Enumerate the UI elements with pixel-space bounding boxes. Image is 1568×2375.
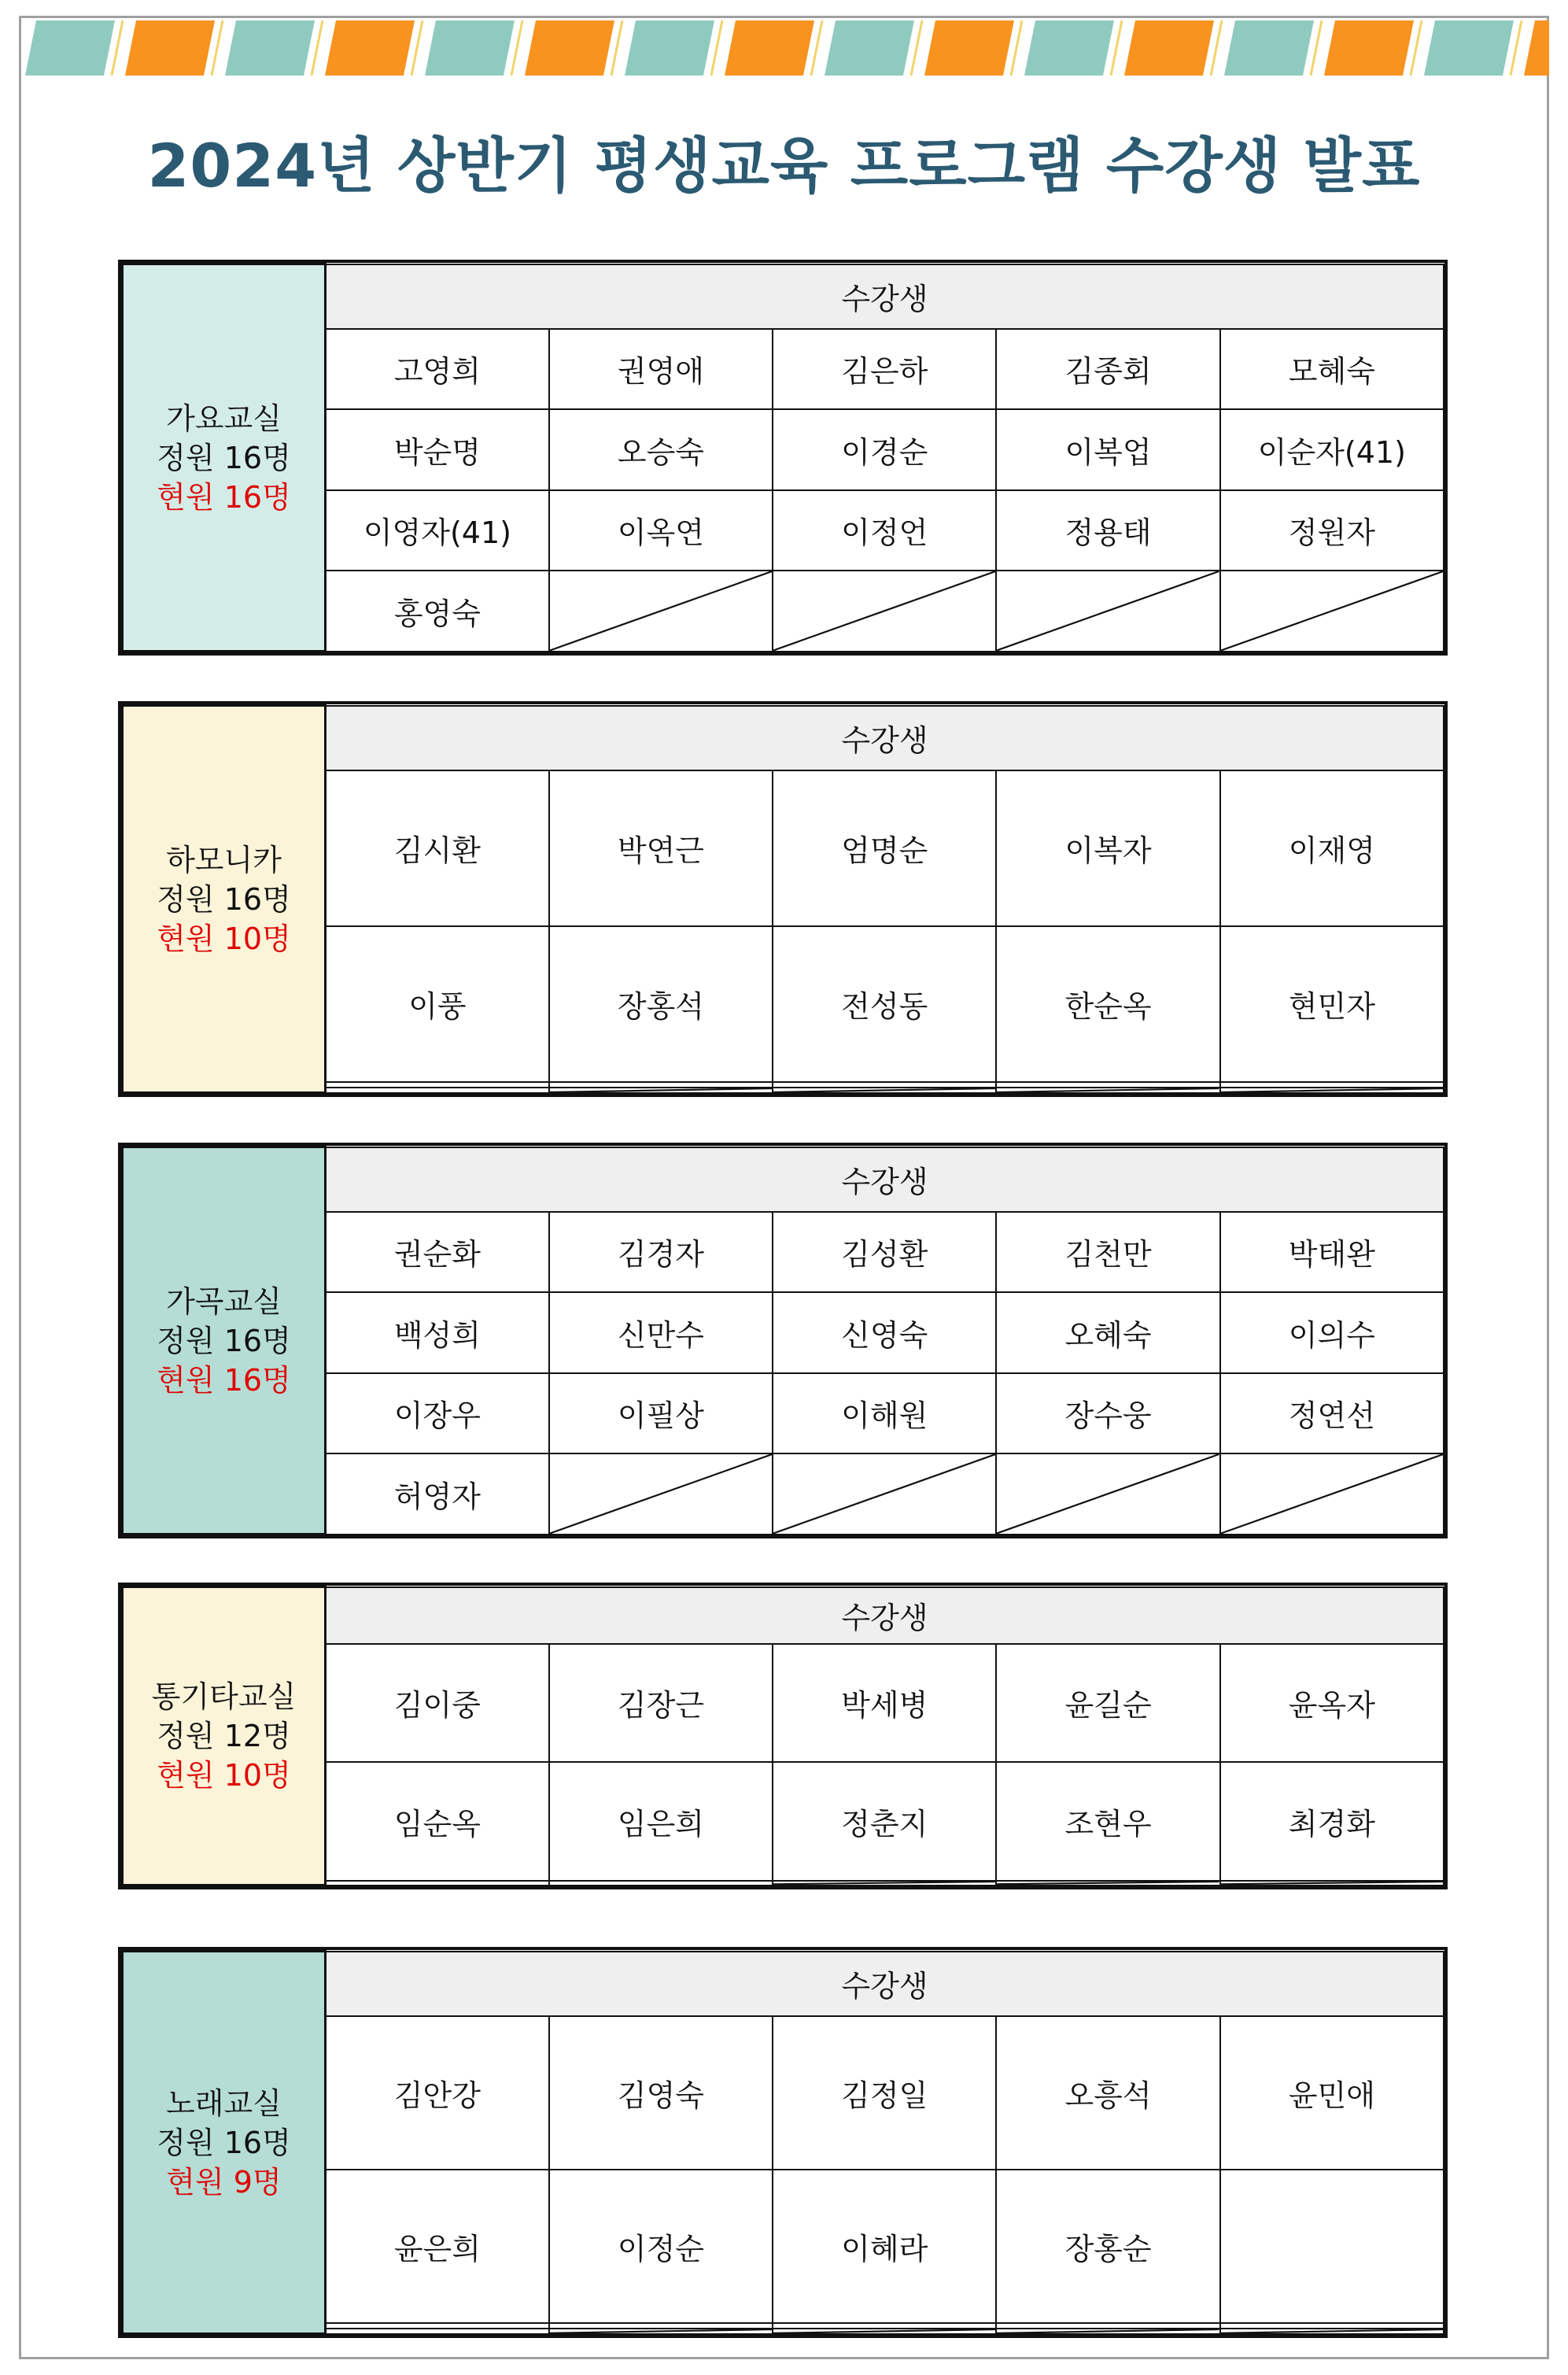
class-current-count: 현원 9명 bbox=[166, 2164, 282, 2200]
class-block bbox=[118, 1143, 1448, 1538]
diagonal-slash bbox=[997, 1454, 1219, 1534]
empty-slot-slashed bbox=[996, 1881, 1219, 1885]
class-name: 가곡교실 bbox=[166, 1284, 282, 1319]
class-roster-table bbox=[121, 704, 1444, 1094]
stripe-segment bbox=[225, 20, 315, 76]
empty-slot bbox=[773, 1082, 996, 1088]
stripe-divider bbox=[911, 20, 922, 76]
diagonal-slash bbox=[997, 1088, 1219, 1092]
student-name-cell: 김천만 bbox=[996, 1212, 1219, 1293]
class-capacity: 정원 16명 bbox=[157, 1323, 291, 1358]
students-header: 수강생 bbox=[326, 1587, 1444, 1644]
student-name-cell: 권순화 bbox=[326, 1212, 549, 1293]
student-name-cell: 김종회 bbox=[996, 329, 1219, 410]
empty-slot-slashed bbox=[996, 1453, 1219, 1535]
diagonal-slash bbox=[550, 1454, 772, 1534]
empty-slot bbox=[1220, 2170, 1444, 2323]
class-block bbox=[118, 701, 1448, 1097]
empty-slot bbox=[1220, 2323, 1444, 2329]
student-name-cell: 이영자(41) bbox=[326, 490, 549, 571]
student-name-cell: 임순옥 bbox=[326, 1762, 549, 1881]
class-capacity: 정원 12명 bbox=[157, 1719, 291, 1753]
stripe-divider bbox=[1311, 20, 1322, 76]
student-name-cell: 정춘지 bbox=[773, 1762, 996, 1881]
diagonal-slash bbox=[550, 571, 772, 651]
diagonal-slash bbox=[997, 1882, 1219, 1884]
students-header: 수강생 bbox=[326, 1952, 1444, 2016]
class-table-border bbox=[118, 701, 1448, 1097]
empty-slot-slashed bbox=[1220, 1453, 1444, 1535]
student-name-cell: 이순자(41) bbox=[1220, 409, 1444, 490]
diagonal-slash bbox=[773, 1088, 995, 1092]
student-name-cell: 신만수 bbox=[549, 1292, 773, 1373]
student-name-cell: 김안강 bbox=[326, 2016, 549, 2170]
student-name-cell: 박연근 bbox=[549, 770, 773, 926]
stripe-divider bbox=[1011, 20, 1022, 76]
student-name-cell: 김성환 bbox=[773, 1212, 996, 1293]
student-name-cell: 이정순 bbox=[549, 2170, 773, 2323]
class-roster-table bbox=[121, 263, 1444, 652]
diagonal-slash bbox=[550, 1088, 772, 1092]
student-name-cell: 김장근 bbox=[549, 1644, 773, 1763]
student-name-cell: 박태완 bbox=[1220, 1212, 1444, 1293]
diagonal-slash bbox=[997, 571, 1219, 651]
empty-slot bbox=[326, 1088, 549, 1093]
class-name: 노래교실 bbox=[166, 2085, 282, 2121]
student-name-cell: 장수웅 bbox=[996, 1373, 1219, 1454]
student-name-cell: 김정일 bbox=[773, 2016, 996, 2170]
empty-slot-slashed bbox=[549, 1453, 773, 1535]
student-name-cell: 임은희 bbox=[549, 1762, 773, 1881]
student-name-cell: 홍영숙 bbox=[326, 571, 549, 652]
class-roster-table bbox=[121, 1586, 1444, 1886]
student-name-cell: 엄명순 bbox=[773, 770, 996, 926]
student-name-cell: 이해원 bbox=[773, 1373, 996, 1454]
stripe-segment bbox=[725, 20, 814, 76]
student-name-cell: 장홍순 bbox=[996, 2170, 1219, 2323]
empty-slot-slashed bbox=[549, 2329, 773, 2334]
student-name-cell: 장홍석 bbox=[549, 926, 773, 1082]
class-roster-table bbox=[121, 1146, 1444, 1535]
student-name-cell: 이혜라 bbox=[773, 2170, 996, 2323]
class-table-border bbox=[118, 1583, 1448, 1889]
stripe-segment bbox=[325, 20, 415, 76]
student-name-cell: 이복자 bbox=[996, 770, 1219, 926]
diagonal-slash bbox=[773, 571, 995, 651]
empty-slot-slashed bbox=[1220, 1881, 1444, 1885]
students-header: 수강생 bbox=[326, 706, 1444, 770]
class-name: 하모니카 bbox=[166, 842, 282, 877]
class-block bbox=[118, 1947, 1448, 2338]
stripe-divider bbox=[711, 20, 722, 76]
class-table-border bbox=[118, 260, 1448, 656]
page-title: 2024년 상반기 평생교육 프로그램 수강생 발표 bbox=[147, 131, 1421, 201]
stripe-divider bbox=[511, 20, 522, 76]
student-name-cell: 윤민애 bbox=[1220, 2016, 1444, 2170]
class-roster-table bbox=[121, 1950, 1444, 2335]
student-name-cell: 이재영 bbox=[1220, 770, 1444, 926]
student-name-cell: 김영숙 bbox=[549, 2016, 773, 2170]
class-name: 통기타교실 bbox=[151, 1679, 297, 1714]
student-name-cell: 모혜숙 bbox=[1220, 329, 1444, 410]
student-name-cell: 정연선 bbox=[1220, 1373, 1444, 1454]
student-name-cell: 한순옥 bbox=[996, 926, 1219, 1082]
diagonal-slash bbox=[1221, 1454, 1443, 1534]
student-name-cell: 김이중 bbox=[326, 1644, 549, 1763]
class-current-count: 현원 16명 bbox=[157, 1362, 291, 1398]
stripe-divider bbox=[411, 20, 422, 76]
student-name-cell: 신영숙 bbox=[773, 1292, 996, 1373]
empty-slot-slashed bbox=[1220, 571, 1444, 652]
class-table-border bbox=[118, 1947, 1448, 2338]
student-name-cell: 이의수 bbox=[1220, 1292, 1444, 1373]
empty-slot bbox=[549, 2323, 773, 2329]
stripe-segment bbox=[125, 20, 215, 76]
student-name-cell: 김경자 bbox=[549, 1212, 773, 1293]
empty-slot-slashed bbox=[773, 1088, 996, 1093]
class-current-count: 현원 16명 bbox=[157, 479, 291, 515]
class-info-cell bbox=[123, 1952, 326, 2334]
stripe-segment bbox=[425, 20, 515, 76]
class-name: 가요교실 bbox=[166, 401, 282, 436]
empty-slot-slashed bbox=[1220, 2329, 1444, 2334]
student-name-cell: 오흥석 bbox=[996, 2016, 1219, 2170]
stripe-segment bbox=[825, 20, 914, 76]
student-name-cell: 정원자 bbox=[1220, 490, 1444, 571]
stripe-segment bbox=[1124, 20, 1214, 76]
class-block bbox=[118, 260, 1448, 656]
diagonal-slash bbox=[1221, 2329, 1443, 2333]
empty-slot bbox=[326, 1082, 549, 1088]
stripe-divider bbox=[1511, 20, 1522, 76]
class-block bbox=[118, 1583, 1448, 1889]
empty-slot bbox=[773, 2323, 996, 2329]
stripe-divider bbox=[1211, 20, 1222, 76]
students-header: 수강생 bbox=[326, 264, 1444, 329]
diagonal-slash bbox=[773, 1882, 995, 1884]
student-name-cell: 이정언 bbox=[773, 490, 996, 571]
stripe-divider bbox=[611, 20, 622, 76]
student-name-cell: 박세병 bbox=[773, 1644, 996, 1763]
stripe-divider bbox=[1111, 20, 1122, 76]
student-name-cell: 정용태 bbox=[996, 490, 1219, 571]
diagonal-slash bbox=[1221, 1088, 1443, 1092]
empty-slot bbox=[549, 1881, 773, 1885]
empty-slot-slashed bbox=[773, 1881, 996, 1885]
student-name-cell: 이옥연 bbox=[549, 490, 773, 571]
decorative-stripe-banner bbox=[19, 16, 1549, 80]
stripe-divider bbox=[312, 20, 323, 76]
student-name-cell: 윤옥자 bbox=[1220, 1644, 1444, 1763]
stripe-segment bbox=[1024, 20, 1114, 76]
stripe-segment bbox=[924, 20, 1014, 76]
class-current-count: 현원 10명 bbox=[157, 1758, 291, 1793]
stripe-segment bbox=[25, 20, 115, 76]
student-name-cell: 허영자 bbox=[326, 1453, 549, 1535]
empty-slot-slashed bbox=[996, 2329, 1219, 2334]
class-capacity: 정원 16명 bbox=[157, 2125, 291, 2160]
class-info-cell bbox=[123, 1587, 326, 1886]
stripe-segment bbox=[1424, 20, 1514, 76]
empty-slot bbox=[1220, 1082, 1444, 1088]
student-name-cell: 윤은희 bbox=[326, 2170, 549, 2323]
diagonal-slash bbox=[773, 2329, 995, 2333]
class-info-cell bbox=[123, 1147, 326, 1535]
diagonal-slash bbox=[550, 2329, 772, 2333]
student-name-cell: 박순명 bbox=[326, 409, 549, 490]
student-name-cell: 오혜숙 bbox=[996, 1292, 1219, 1373]
student-name-cell: 오승숙 bbox=[549, 409, 773, 490]
empty-slot-slashed bbox=[773, 2329, 996, 2334]
student-name-cell: 조현우 bbox=[996, 1762, 1219, 1881]
student-name-cell: 전성동 bbox=[773, 926, 996, 1082]
class-table-border bbox=[118, 1143, 1448, 1538]
empty-slot-slashed bbox=[1220, 1088, 1444, 1093]
student-name-cell: 김시환 bbox=[326, 770, 549, 926]
student-name-cell: 이풍 bbox=[326, 926, 549, 1082]
diagonal-slash bbox=[997, 2329, 1219, 2333]
stripe-divider bbox=[1411, 20, 1422, 76]
stripe-segment bbox=[1524, 20, 1549, 76]
stripe-segment bbox=[625, 20, 714, 76]
student-name-cell: 이장우 bbox=[326, 1373, 549, 1454]
class-capacity: 정원 16명 bbox=[157, 440, 291, 475]
stripe-segment bbox=[525, 20, 614, 76]
empty-slot bbox=[996, 2323, 1219, 2329]
student-name-cell: 고영희 bbox=[326, 329, 549, 410]
empty-slot-slashed bbox=[996, 571, 1219, 652]
empty-slot bbox=[549, 1082, 773, 1088]
diagonal-slash bbox=[773, 1454, 995, 1534]
stripe-divider bbox=[112, 20, 123, 76]
stripe-divider bbox=[212, 20, 223, 76]
empty-slot bbox=[996, 1082, 1219, 1088]
student-name-cell: 권영애 bbox=[549, 329, 773, 410]
class-info-cell bbox=[123, 264, 326, 652]
empty-slot-slashed bbox=[773, 1453, 996, 1535]
student-name-cell: 현민자 bbox=[1220, 926, 1444, 1082]
student-name-cell: 이경순 bbox=[773, 409, 996, 490]
diagonal-slash bbox=[1221, 571, 1443, 651]
empty-slot-slashed bbox=[549, 1088, 773, 1093]
class-current-count: 현원 10명 bbox=[157, 921, 291, 956]
stripe-segment bbox=[1224, 20, 1314, 76]
empty-slot-slashed bbox=[773, 571, 996, 652]
empty-slot bbox=[326, 2323, 549, 2329]
diagonal-slash bbox=[1221, 1882, 1443, 1884]
class-capacity: 정원 16명 bbox=[157, 881, 291, 917]
student-name-cell: 김은하 bbox=[773, 329, 996, 410]
empty-slot-slashed bbox=[996, 1088, 1219, 1093]
student-name-cell: 최경화 bbox=[1220, 1762, 1444, 1881]
student-name-cell: 백성희 bbox=[326, 1292, 549, 1373]
stripe-divider bbox=[811, 20, 822, 76]
stripe-segment bbox=[1324, 20, 1414, 76]
class-info-cell bbox=[123, 706, 326, 1093]
empty-slot-slashed bbox=[549, 571, 773, 652]
students-header: 수강생 bbox=[326, 1147, 1444, 1212]
student-name-cell: 이필상 bbox=[549, 1373, 773, 1454]
student-name-cell: 이복업 bbox=[996, 409, 1219, 490]
empty-slot bbox=[326, 1881, 549, 1885]
empty-slot bbox=[326, 2329, 549, 2334]
student-name-cell: 윤길순 bbox=[996, 1644, 1219, 1763]
